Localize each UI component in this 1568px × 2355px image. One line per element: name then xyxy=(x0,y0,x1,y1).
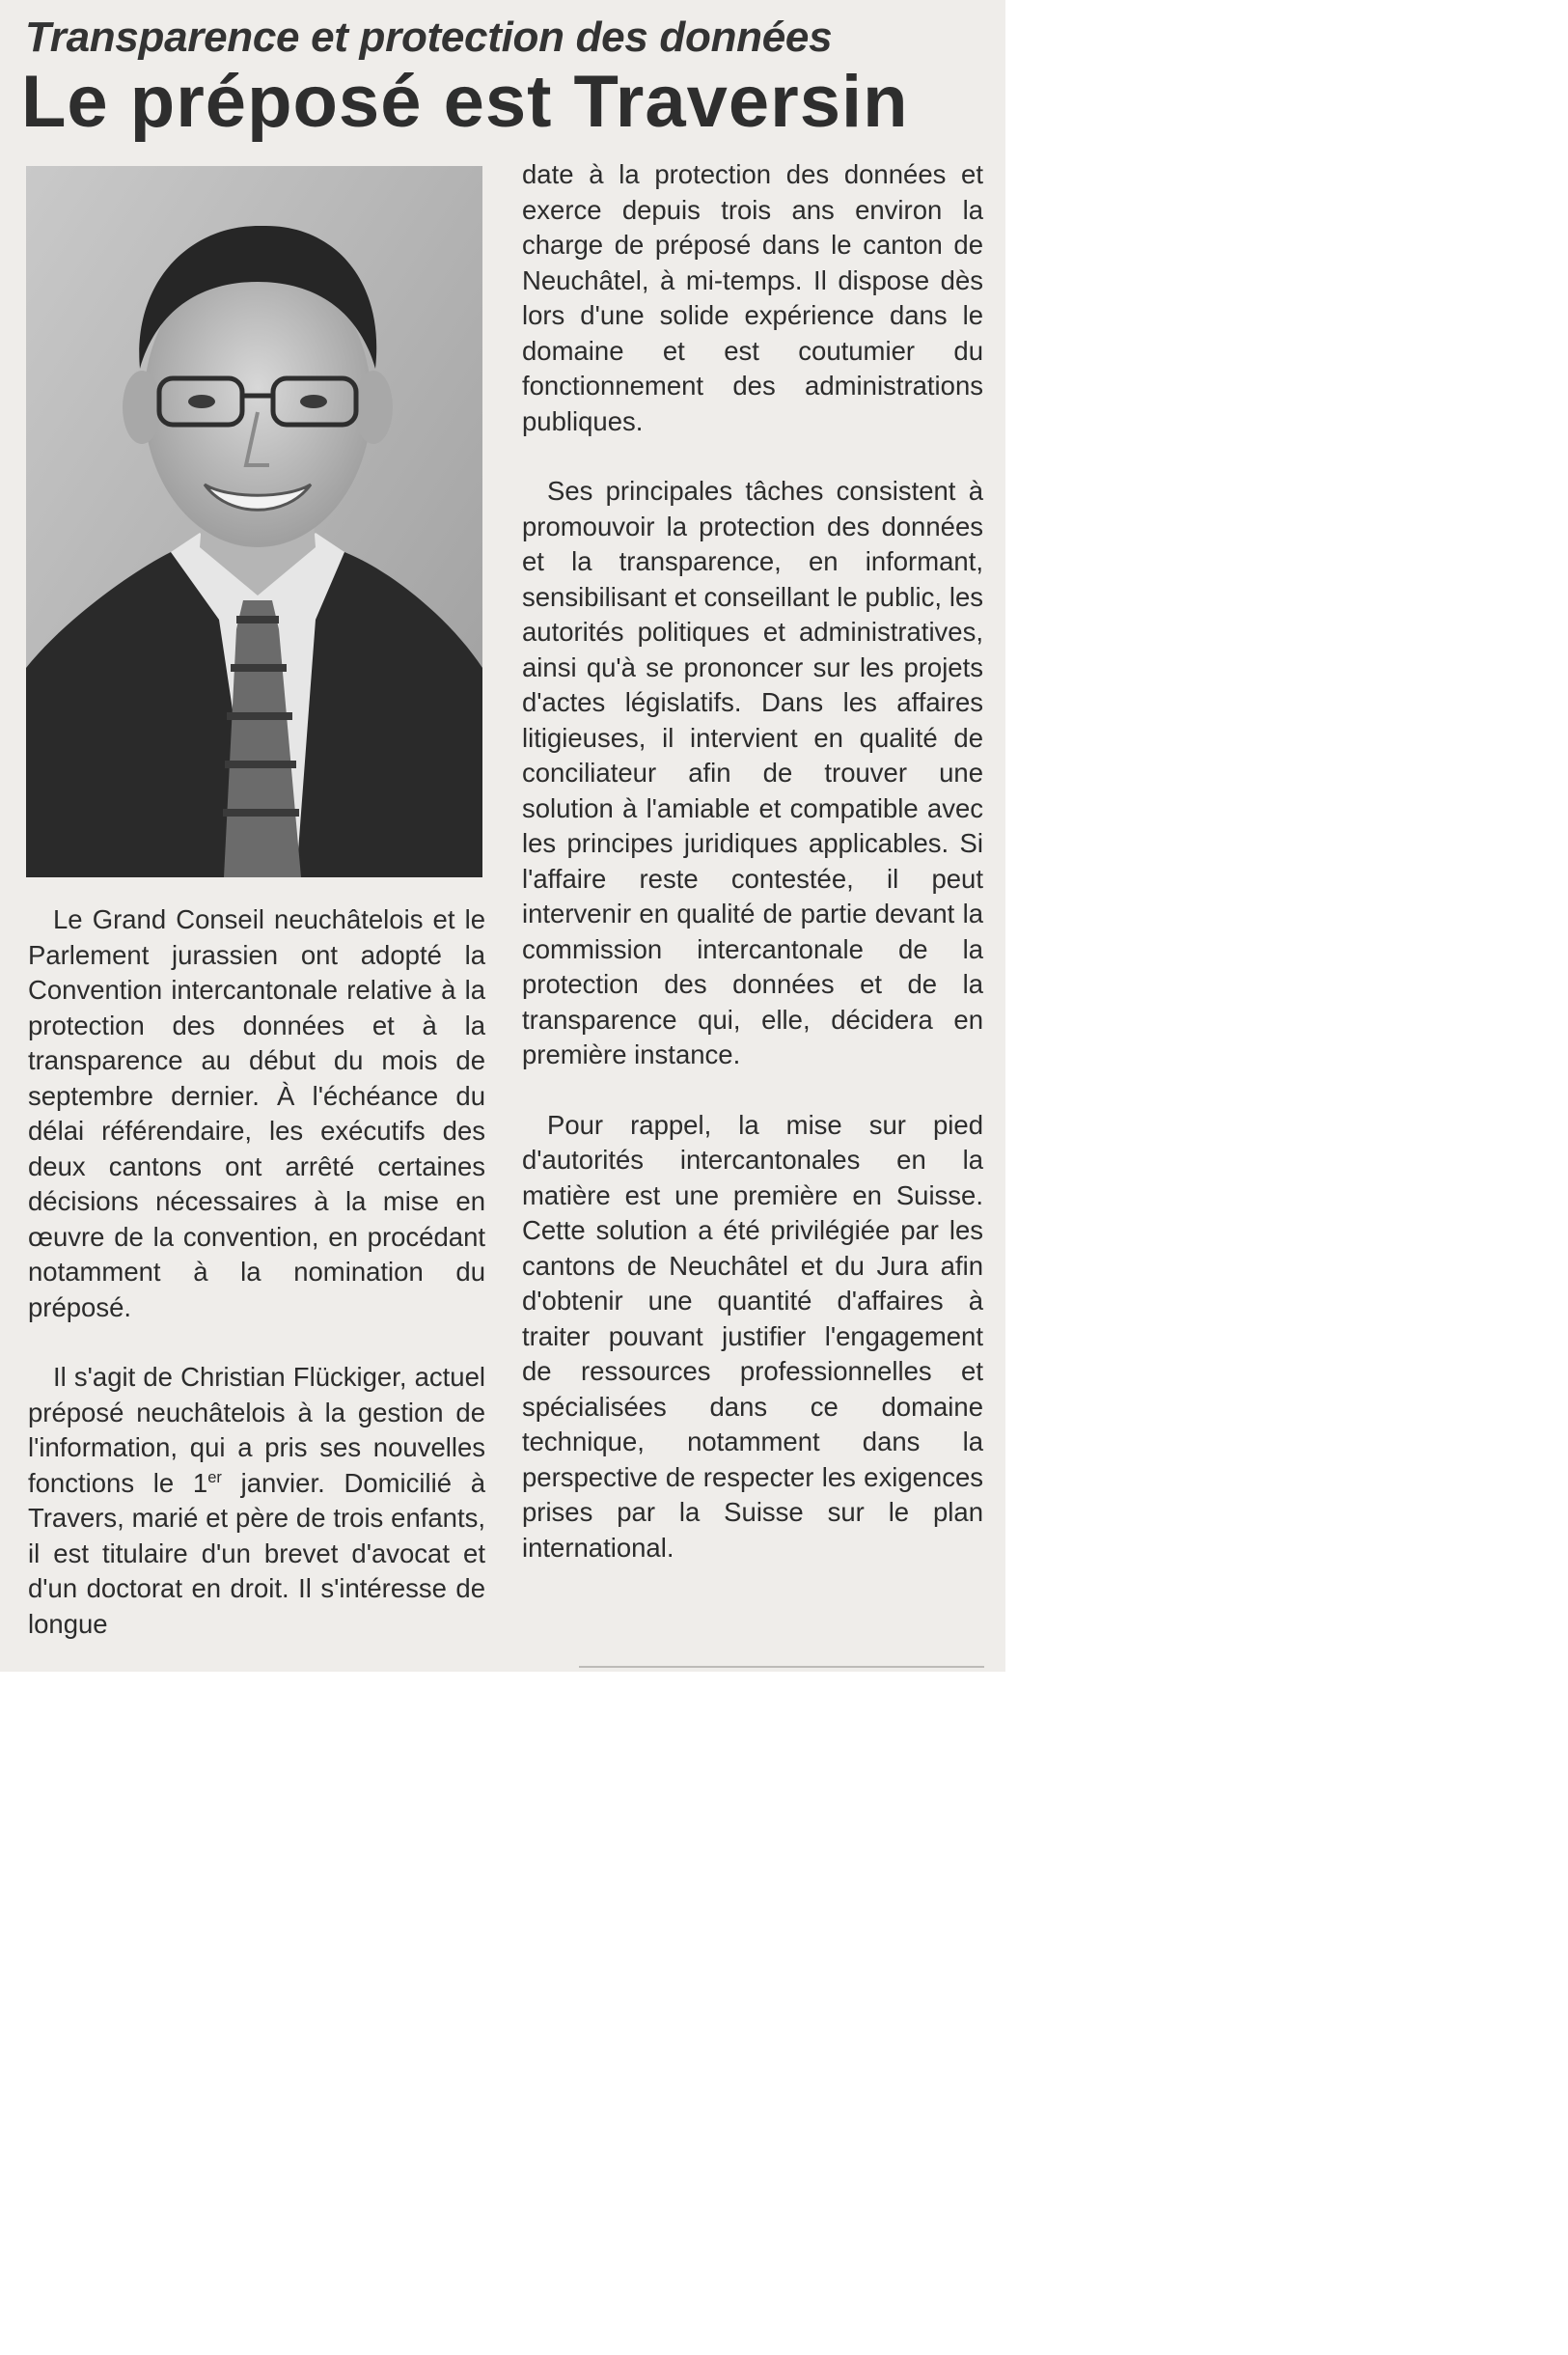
paragraph xyxy=(28,1360,485,1642)
right-column xyxy=(522,157,983,1565)
paragraph-text: janvier. Domicilié à Travers, marié et père de trois enfants, il est titulaire d'un brevet d'avocat et d'un doctorat en droit. Il s'intéresse de longue xyxy=(28,1467,485,1639)
paragraph: Le Grand Conseil neuchâtelois et le Parlement jurassien ont adopté la Convention intercantonale relative à la protection des données et à la transparence au début du mois de septembre dernier. À l'échéance du délai référendaire, les exécutifs des deux cantons ont arrêté certaines décisions nécessaires à la mise en œuvre de la convention, en procédant notamment à la nomination du préposé. xyxy=(28,904,485,1322)
divider xyxy=(579,1666,984,1668)
paragraph-text: Il s'agit de Christian Flückiger, actuel préposé neuchâtelois à la gestion de l'information, qui a pris ses nouvelles fonctions le 1 xyxy=(28,1362,485,1498)
paragraph: date à la protection des données et exerce depuis trois ans environ la charge de préposé dans le canton de Neuchâtel, à mi-temps. Il dispose dès lors d'une solide expérience dans le domaine et est coutumier du fonctionnement des administrations publiques. xyxy=(522,159,983,436)
paragraph: Pour rappel, la mise sur pied d'autorités intercantonales en la matière est une première en Suisse. Cette solution a été privilégiée par les cantons de Neuchâtel et du Jura afin d'obtenir une quantité d'affaires à traiter pouvant justifier l'engagement de ressources professionnelles et spécialisées dans ce domaine technique, notamment dans la perspective de respecter les exigences prises par la Suisse sur le plan international. xyxy=(522,1109,983,1563)
portrait-photo-icon xyxy=(26,166,482,877)
newspaper-clipping xyxy=(0,0,1005,1672)
left-column xyxy=(28,902,485,1642)
article-headline: Le préposé est Traversin xyxy=(21,61,909,143)
superscript: er xyxy=(207,1468,222,1486)
paragraph: Ses principales tâches consistent à promouvoir la protection des données et la transparence, en informant, sensibilisant et conseillant le public, les autorités politiques et administratives, ainsi qu'à se prononcer sur les projets d'actes législatifs. Dans les affaires litigieuses, il intervient en qualité de conciliateur afin de trouver une solution à l'amiable et compatible avec les principes juridiques applicables. Si l'affaire reste contestée, il peut intervenir en qualité de partie devant la commission intercantonale de la protection des données et de la transparence qui, elle, décidera en première instance. xyxy=(522,476,983,1069)
article-kicker: Transparence et protection des données xyxy=(25,14,833,61)
